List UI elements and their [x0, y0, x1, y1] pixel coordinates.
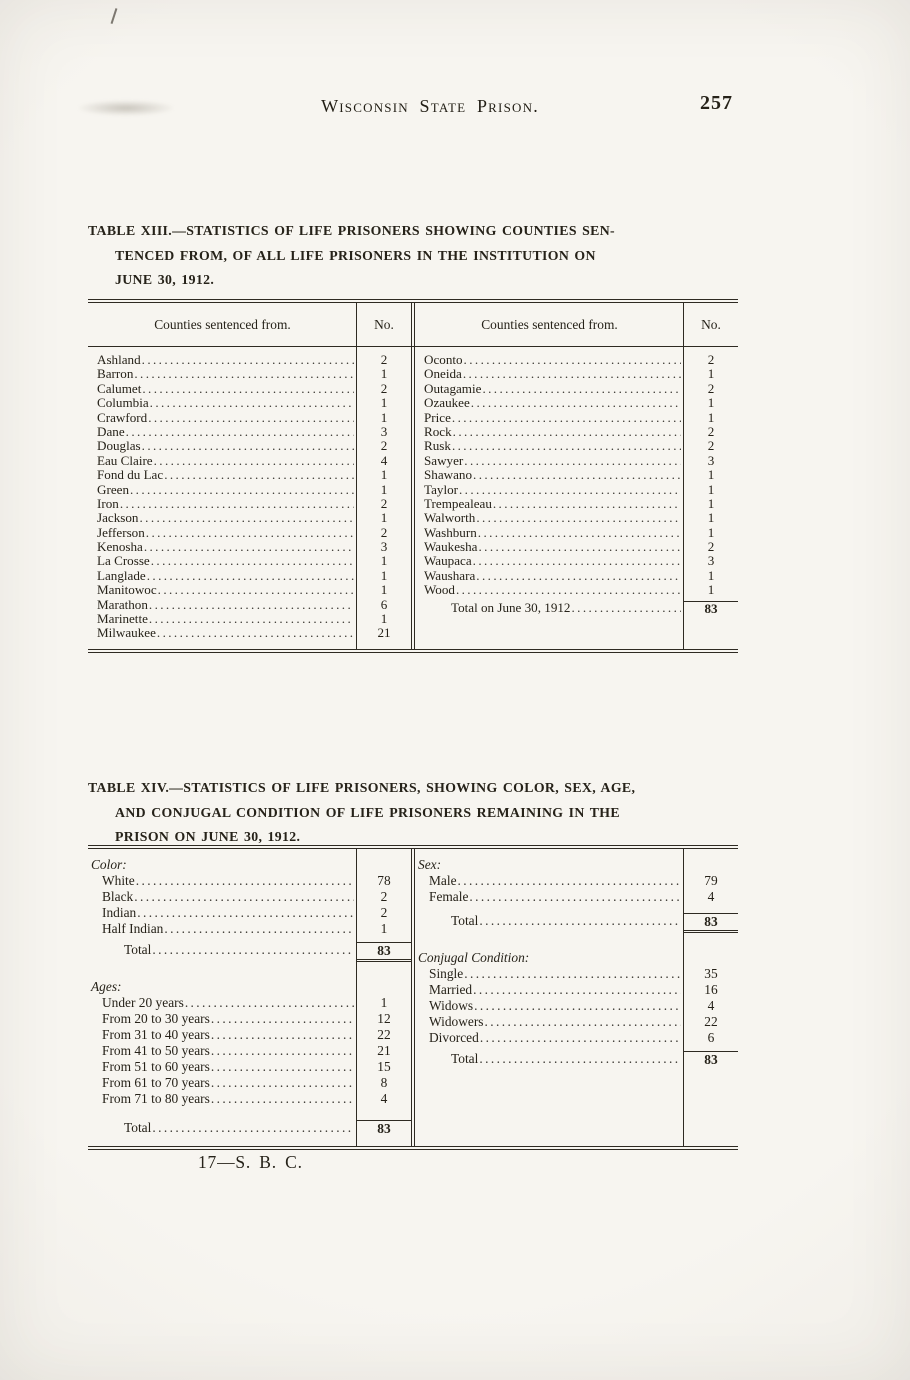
dot-leader	[458, 873, 681, 889]
dot-leader	[134, 889, 354, 905]
stat-value-cell: 15	[377, 1059, 391, 1074]
dot-leader	[469, 889, 681, 905]
county-name-cell: Waupaca .....	[415, 554, 684, 569]
county-name-cell: Shawano .....	[415, 468, 684, 483]
dot-leader	[152, 942, 354, 959]
county-row	[415, 454, 738, 468]
county-count-cell: 1	[707, 510, 715, 526]
county-row	[88, 353, 411, 367]
section-heading-color: Color:	[91, 857, 127, 872]
stat-name-cell: From 71 to 80 years .....	[88, 1091, 357, 1107]
dot-leader	[149, 612, 354, 627]
county-name-cell: Rusk .....	[415, 439, 684, 454]
table-title-line: TABLE XIV.—STATISTICS OF LIFE PRISONERS, SHOWING COLOR, SEX, AGE,	[88, 780, 636, 795]
county-row	[415, 583, 738, 597]
stat-value-cell: 78	[377, 873, 391, 888]
county-row	[415, 526, 738, 540]
county-name-cell: Kenosha .....	[88, 540, 357, 555]
county-count-cell: 1	[380, 366, 388, 382]
stat-name-cell: Indian .....	[88, 905, 357, 921]
county-row	[88, 569, 411, 583]
county-count-cell: 3	[380, 423, 388, 439]
dot-leader	[154, 454, 354, 469]
conjugal-total-row	[415, 1051, 738, 1067]
table-title-line: TENCED FROM, OF ALL LIFE PRISONERS IN THE INSTITUTION ON	[115, 247, 596, 263]
color-total-row	[88, 942, 411, 958]
stat-row	[88, 889, 411, 905]
dot-leader	[211, 1043, 354, 1059]
county-row	[88, 540, 411, 554]
total-label-cell: Total .....	[88, 1120, 357, 1137]
county-rows-right	[415, 353, 738, 598]
dot-leader	[144, 540, 354, 555]
county-name-cell: Calumet .....	[88, 382, 357, 397]
section-heading-sex: Sex:	[418, 857, 442, 872]
county-row	[88, 483, 411, 497]
stat-row	[88, 921, 411, 937]
county-count-cell: 1	[707, 495, 715, 511]
dot-leader	[136, 873, 354, 889]
county-count-cell: 2	[380, 524, 388, 540]
dot-leader	[158, 583, 354, 598]
county-count-cell: 1	[707, 582, 715, 598]
stat-name-cell: Under 20 years .....	[88, 995, 357, 1011]
county-count-cell: 1	[707, 395, 715, 411]
table-xiii	[88, 299, 738, 653]
stat-value-cell: 2	[380, 889, 388, 904]
county-name-cell: Taylor .....	[415, 483, 684, 498]
stat-value-cell: 8	[380, 1075, 388, 1090]
county-name-cell: Columbia .....	[88, 396, 357, 411]
stat-row	[88, 1043, 411, 1059]
dot-leader	[157, 626, 354, 641]
table-xiii-body	[88, 347, 738, 649]
dot-leader	[146, 526, 354, 541]
dot-leader	[479, 1051, 681, 1068]
stat-row	[415, 966, 738, 982]
county-count-cell: 3	[707, 452, 715, 468]
dot-leader	[185, 995, 354, 1011]
stat-row	[415, 998, 738, 1014]
county-count-cell: 2	[707, 380, 715, 396]
dot-leader	[459, 483, 681, 498]
county-count-cell: 1	[380, 467, 388, 483]
signature-footer: 17—S. B. C.	[198, 1152, 303, 1172]
county-name-cell: Crawford .....	[88, 411, 357, 426]
stat-row	[88, 1059, 411, 1075]
stat-value-cell: 35	[704, 966, 718, 981]
county-name-cell: Ozaukee .....	[415, 396, 684, 411]
county-name-cell: Jefferson .....	[88, 526, 357, 541]
county-name-cell: Langlade .....	[88, 569, 357, 584]
stat-value-cell: 4	[380, 1091, 388, 1106]
stat-row	[415, 889, 738, 905]
dot-leader	[478, 526, 681, 541]
county-row	[88, 497, 411, 511]
sex-total-row	[415, 913, 738, 929]
dot-leader	[471, 396, 681, 411]
county-row	[415, 540, 738, 554]
dot-leader	[453, 425, 681, 440]
county-row	[88, 382, 411, 396]
total-label-cell: Total .....	[415, 1051, 684, 1068]
dot-leader	[473, 554, 681, 569]
county-row	[415, 382, 738, 396]
stat-value-cell: 1	[380, 921, 388, 936]
county-name-cell: Outagamie .....	[415, 382, 684, 397]
stat-value-cell: 21	[377, 1043, 391, 1058]
total-label-cell: Total .....	[415, 913, 684, 930]
stat-value-cell: 1	[380, 995, 388, 1010]
dot-leader	[456, 583, 681, 598]
stat-name-cell: Married .....	[415, 982, 684, 998]
county-name-cell: Dane .....	[88, 425, 357, 440]
dot-leader	[142, 439, 354, 454]
section-heading-ages: Ages:	[91, 979, 122, 994]
color-rows	[88, 873, 411, 937]
stat-row	[415, 873, 738, 889]
dot-leader	[150, 396, 354, 411]
total-label-cell: Total .....	[88, 942, 357, 959]
county-count-cell: 1	[707, 567, 715, 583]
county-row	[88, 583, 411, 597]
table-xiii-total-row	[415, 601, 738, 615]
stat-row	[88, 1011, 411, 1027]
county-count-cell: 1	[707, 481, 715, 497]
county-row	[415, 511, 738, 525]
county-count-cell: 21	[377, 625, 391, 641]
county-row	[88, 612, 411, 626]
county-row	[415, 497, 738, 511]
dot-leader	[211, 1075, 354, 1091]
table-xiv	[88, 845, 738, 1150]
county-name-cell: La Crosse .....	[88, 554, 357, 569]
scan-artifact-slash	[111, 8, 117, 24]
dot-leader	[476, 511, 681, 526]
county-name-cell: Waushara .....	[415, 569, 684, 584]
dot-leader	[134, 367, 354, 382]
county-name-cell: Ashland .....	[88, 353, 357, 368]
county-count-cell: 1	[707, 409, 715, 425]
county-name-cell: Wood .....	[415, 583, 684, 598]
dot-leader	[571, 601, 681, 617]
county-row	[88, 396, 411, 410]
column-header-counties: Counties sentenced from.	[481, 317, 618, 332]
conjugal-rows	[415, 966, 738, 1046]
county-count-cell: 1	[380, 582, 388, 598]
stat-name-cell: From 61 to 70 years .....	[88, 1075, 357, 1091]
column-header-counties: Counties sentenced from.	[154, 317, 291, 332]
section-divider-rule	[88, 958, 411, 974]
stat-row	[88, 873, 411, 889]
county-name-cell: Oconto .....	[415, 353, 684, 368]
section-heading-conjugal: Conjugal Condition:	[418, 950, 530, 965]
dot-leader	[211, 1059, 354, 1075]
column-header-no: No.	[701, 317, 721, 332]
dot-leader	[164, 921, 354, 937]
stat-name-cell: Half Indian .....	[88, 921, 357, 937]
county-count-cell: 2	[380, 352, 388, 367]
dot-leader	[211, 1027, 354, 1043]
county-count-cell: 2	[707, 423, 715, 439]
stat-name-cell: From 31 to 40 years .....	[88, 1027, 357, 1043]
sex-rows	[415, 873, 738, 905]
county-row	[88, 554, 411, 568]
dot-leader	[164, 468, 354, 483]
stat-value-cell: 4	[707, 889, 715, 904]
stat-name-cell: Female .....	[415, 889, 684, 905]
table-xiv-left-half	[88, 849, 411, 1146]
dot-leader	[151, 554, 354, 569]
stat-row	[88, 1075, 411, 1091]
column-header-no: No.	[374, 317, 394, 332]
county-row	[415, 554, 738, 568]
county-count-cell: 2	[707, 539, 715, 555]
total-label-cell: Total on June 30, 1912 .....	[415, 601, 684, 617]
county-row	[415, 483, 738, 497]
stat-value-cell: 6	[707, 1030, 715, 1045]
county-name-cell: Trempealeau .....	[415, 497, 684, 512]
stat-row	[88, 1027, 411, 1043]
county-count-cell: 4	[380, 452, 388, 468]
stat-name-cell: From 20 to 30 years .....	[88, 1011, 357, 1027]
dot-leader	[142, 382, 354, 397]
stat-name-cell: From 41 to 50 years .....	[88, 1043, 357, 1059]
county-count-cell: 3	[380, 539, 388, 555]
county-row	[88, 411, 411, 425]
county-name-cell: Rock .....	[415, 425, 684, 440]
county-count-cell: 1	[707, 467, 715, 483]
stat-value-cell: 79	[704, 873, 718, 888]
table-title-line: JUNE 30, 1912.	[115, 272, 215, 287]
dot-leader	[474, 998, 681, 1014]
dot-leader	[464, 353, 681, 368]
county-name-cell: Green .....	[88, 483, 357, 498]
county-count-cell: 1	[380, 395, 388, 411]
section-divider-rule	[415, 929, 738, 945]
dot-leader	[480, 1030, 681, 1046]
county-count-cell: 1	[380, 553, 388, 569]
dot-leader	[478, 540, 681, 555]
stat-name-cell: Black .....	[88, 889, 357, 905]
table-xiii-header-right	[411, 303, 738, 346]
county-row	[415, 425, 738, 439]
county-row	[88, 598, 411, 612]
dot-leader	[476, 569, 681, 584]
county-count-cell: 1	[380, 611, 388, 627]
county-name-cell: Price .....	[415, 411, 684, 426]
stat-name-cell: Divorced .....	[415, 1030, 684, 1046]
county-row	[415, 353, 738, 367]
dot-leader	[211, 1011, 354, 1027]
county-row	[88, 511, 411, 525]
county-count-cell: 1	[380, 481, 388, 497]
dot-leader	[463, 367, 681, 382]
dot-leader	[479, 913, 681, 930]
table-xiv-right-half	[411, 849, 738, 1146]
county-name-cell: Iron .....	[88, 497, 357, 512]
county-row	[88, 526, 411, 540]
stat-value-cell: 16	[704, 982, 718, 997]
county-name-cell: Milwaukee .....	[88, 626, 357, 641]
stat-value-cell: 4	[707, 998, 715, 1013]
county-row	[88, 454, 411, 468]
county-row	[415, 468, 738, 482]
county-count-cell: 3	[707, 553, 715, 569]
table-xiv-title	[88, 776, 748, 850]
county-name-cell: Eau Claire .....	[88, 454, 357, 469]
county-count-cell: 2	[707, 352, 715, 367]
dot-leader	[149, 598, 354, 613]
county-row	[88, 468, 411, 482]
stat-value-cell: 22	[377, 1027, 391, 1042]
table-xiv-body	[88, 849, 738, 1146]
county-name-cell: Walworth .....	[415, 511, 684, 526]
dot-leader	[120, 497, 354, 512]
county-name-cell: Manitowoc .....	[88, 583, 357, 598]
county-row	[415, 367, 738, 381]
stat-row	[415, 1030, 738, 1046]
dot-leader	[126, 425, 354, 440]
dot-leader	[473, 982, 681, 998]
county-name-cell: Washburn .....	[415, 526, 684, 541]
county-count-cell: 1	[380, 409, 388, 425]
county-name-cell: Marinette .....	[88, 612, 357, 627]
dot-leader	[452, 439, 681, 454]
page-number: 257	[700, 92, 733, 114]
table-xiii-header	[88, 303, 738, 347]
county-row	[88, 439, 411, 453]
table-xiii-header-left	[88, 303, 411, 346]
dot-leader	[139, 511, 354, 526]
stat-value-cell: 12	[377, 1011, 391, 1026]
dot-leader	[485, 1014, 682, 1030]
dot-leader	[148, 411, 354, 426]
stat-row	[88, 1091, 411, 1107]
stat-name-cell: From 51 to 60 years .....	[88, 1059, 357, 1075]
county-count-cell: 1	[707, 524, 715, 540]
ages-total-row	[88, 1120, 411, 1136]
table-title-line: PRISON ON JUNE 30, 1912.	[115, 829, 301, 844]
stat-row	[415, 1014, 738, 1030]
dot-leader	[142, 353, 354, 368]
table-title-line: TABLE XIII.—STATISTICS OF LIFE PRISONERS SHOWING COUNTIES SEN-	[88, 223, 615, 238]
stat-name-cell: Male .....	[415, 873, 684, 889]
running-header-title: Wisconsin State Prison.	[321, 96, 539, 116]
county-row	[88, 425, 411, 439]
county-name-cell: Fond du Lac .....	[88, 468, 357, 483]
dot-leader	[152, 1120, 354, 1137]
county-row	[88, 626, 411, 640]
county-name-cell: Marathon .....	[88, 598, 357, 613]
dot-leader	[137, 905, 354, 921]
table-title-line: AND CONJUGAL CONDITION OF LIFE PRISONERS REMAINING IN THE	[115, 804, 620, 820]
stat-row	[88, 995, 411, 1011]
stat-name-cell: Single .....	[415, 966, 684, 982]
total-value-cell: 83	[684, 601, 738, 617]
stat-row	[415, 982, 738, 998]
dot-leader	[452, 411, 681, 426]
county-name-cell: Jackson .....	[88, 511, 357, 526]
county-count-cell: 2	[380, 438, 388, 454]
county-row	[415, 411, 738, 425]
total-value-cell: 83	[357, 1120, 411, 1137]
county-count-cell: 2	[380, 495, 388, 511]
county-count-cell: 6	[380, 596, 388, 612]
dot-leader	[130, 483, 354, 498]
county-count-cell: 2	[380, 380, 388, 396]
stat-name-cell: Widowers .....	[415, 1014, 684, 1030]
dot-leader	[464, 454, 681, 469]
stat-row	[88, 905, 411, 921]
county-name-cell: Oneida .....	[415, 367, 684, 382]
county-row	[88, 367, 411, 381]
county-row	[415, 569, 738, 583]
county-count-cell: 1	[707, 366, 715, 382]
county-row	[415, 439, 738, 453]
county-name-cell: Douglas .....	[88, 439, 357, 454]
county-name-cell: Barron .....	[88, 367, 357, 382]
total-value-cell: 83	[684, 1051, 738, 1068]
county-name-cell: Waukesha .....	[415, 540, 684, 555]
dot-leader	[473, 468, 681, 483]
county-count-cell: 1	[380, 567, 388, 583]
dot-leader	[482, 382, 681, 397]
dot-leader	[464, 966, 681, 982]
dot-leader	[493, 497, 681, 512]
table-xiii-left-half	[88, 347, 411, 649]
county-name-cell: Sawyer .....	[415, 454, 684, 469]
table-xiii-title	[88, 219, 748, 293]
stat-name-cell: Widows .....	[415, 998, 684, 1014]
county-count-cell: 1	[380, 510, 388, 526]
ages-rows	[88, 995, 411, 1107]
county-row	[415, 396, 738, 410]
total-value-cell: 83	[357, 942, 411, 959]
dot-leader	[211, 1091, 354, 1107]
dot-leader	[147, 569, 354, 584]
stat-value-cell: 22	[704, 1014, 718, 1029]
table-xiii-right-half	[411, 347, 738, 649]
county-count-cell: 2	[707, 438, 715, 454]
stat-value-cell: 2	[380, 905, 388, 920]
stat-name-cell: White .....	[88, 873, 357, 889]
total-value-cell: 83	[684, 913, 738, 930]
